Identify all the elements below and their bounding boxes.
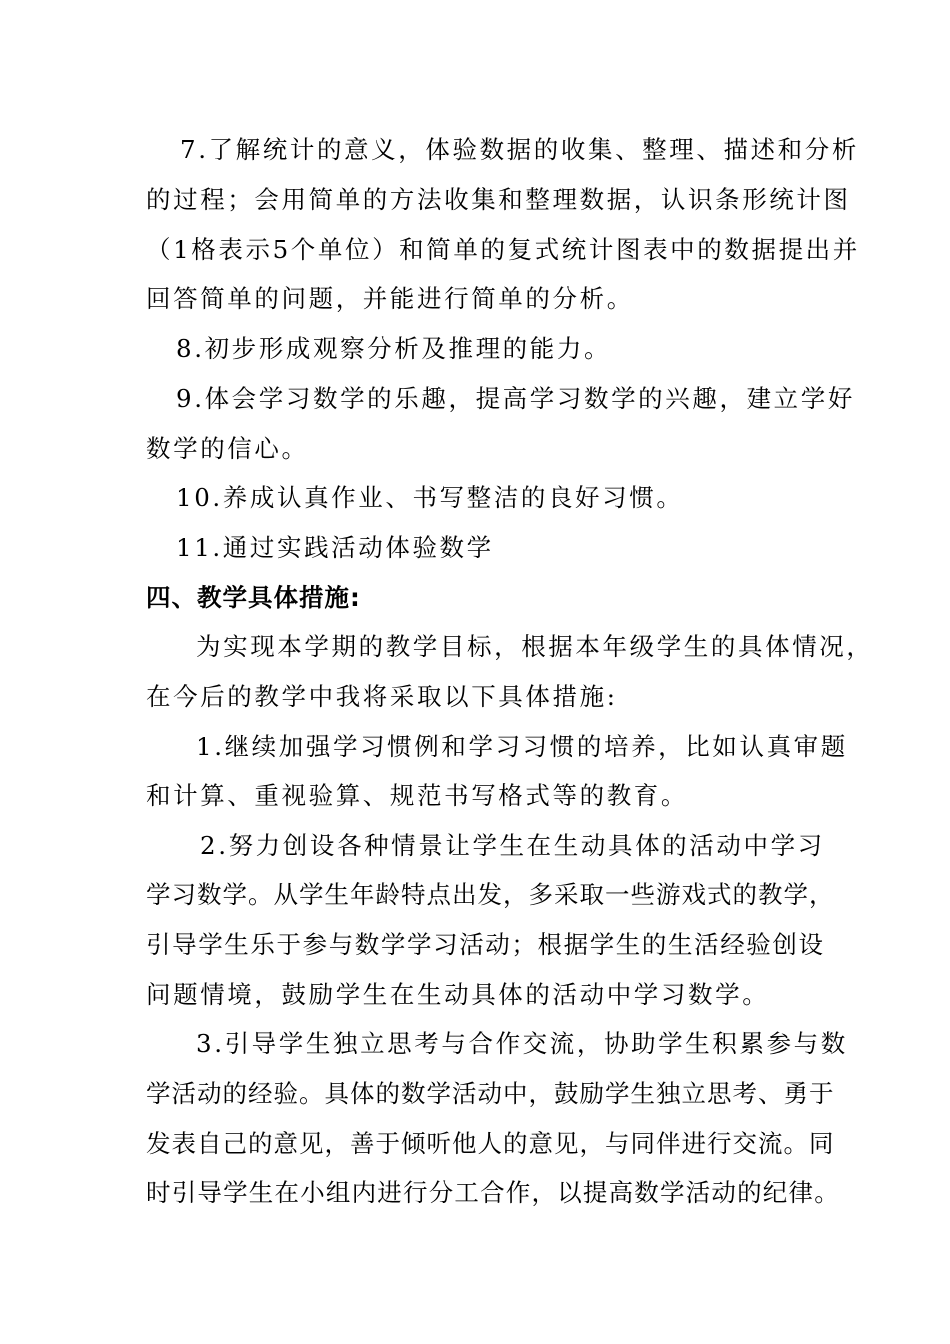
text-line: 学习数学。从学生年龄特点出发，多采取一些游戏式的教学，: [146, 880, 835, 909]
text-line: 1.继续加强学习惯例和学习习惯的培养，比如认真审题: [196, 732, 848, 761]
section-heading: 四、教学具体措施:: [146, 583, 361, 612]
text-line: 3.引导学生独立思考与合作交流，协助学生积累参与数: [196, 1029, 848, 1058]
text-line: 在今后的教学中我将采取以下具体措施:: [146, 682, 618, 711]
text-line: 8.初步形成观察分析及推理的能力。: [176, 334, 612, 363]
text-line: 时引导学生在小组内进行分工合作，以提高数学活动的纪律。: [146, 1178, 840, 1207]
text-line: 为实现本学期的教学目标，根据本年级学生的具体情况，: [196, 632, 874, 661]
text-line: 7.了解统计的意义，体验数据的收集、整理、描述和分析: [180, 135, 859, 164]
text-line: 引导学生乐于参与数学学习活动；根据学生的生活经验创设: [146, 930, 825, 959]
text-line: （1格表示5个单位）和简单的复式统计图表中的数据提出并: [146, 235, 860, 264]
text-line: 11.通过实践活动体验数学: [176, 533, 494, 562]
text-line: 的过程；会用简单的方法收集和整理数据，认识条形统计图: [146, 185, 851, 214]
text-line: 发表自己的意见，善于倾听他人的意见，与同伴进行交流。同: [146, 1129, 835, 1158]
text-line: 9.体会学习数学的乐趣，提高学习数学的兴趣，建立学好: [176, 384, 855, 413]
text-line: 和计算、重视验算、规范书写格式等的教育。: [146, 781, 688, 810]
text-line: 10.养成认真作业、书写整洁的良好习惯。: [176, 483, 684, 512]
text-line: 数学的信心。: [146, 434, 309, 463]
text-line: 回答简单的问题，并能进行简单的分析。: [146, 284, 634, 313]
text-line: 学活动的经验。具体的数学活动中，鼓励学生独立思考、勇于: [146, 1079, 835, 1108]
text-line: 2.努力创设各种情景让学生在生动具体的活动中学习: [200, 831, 825, 860]
text-line: 问题情境，鼓励学生在生动具体的活动中学习数学。: [146, 980, 770, 1009]
